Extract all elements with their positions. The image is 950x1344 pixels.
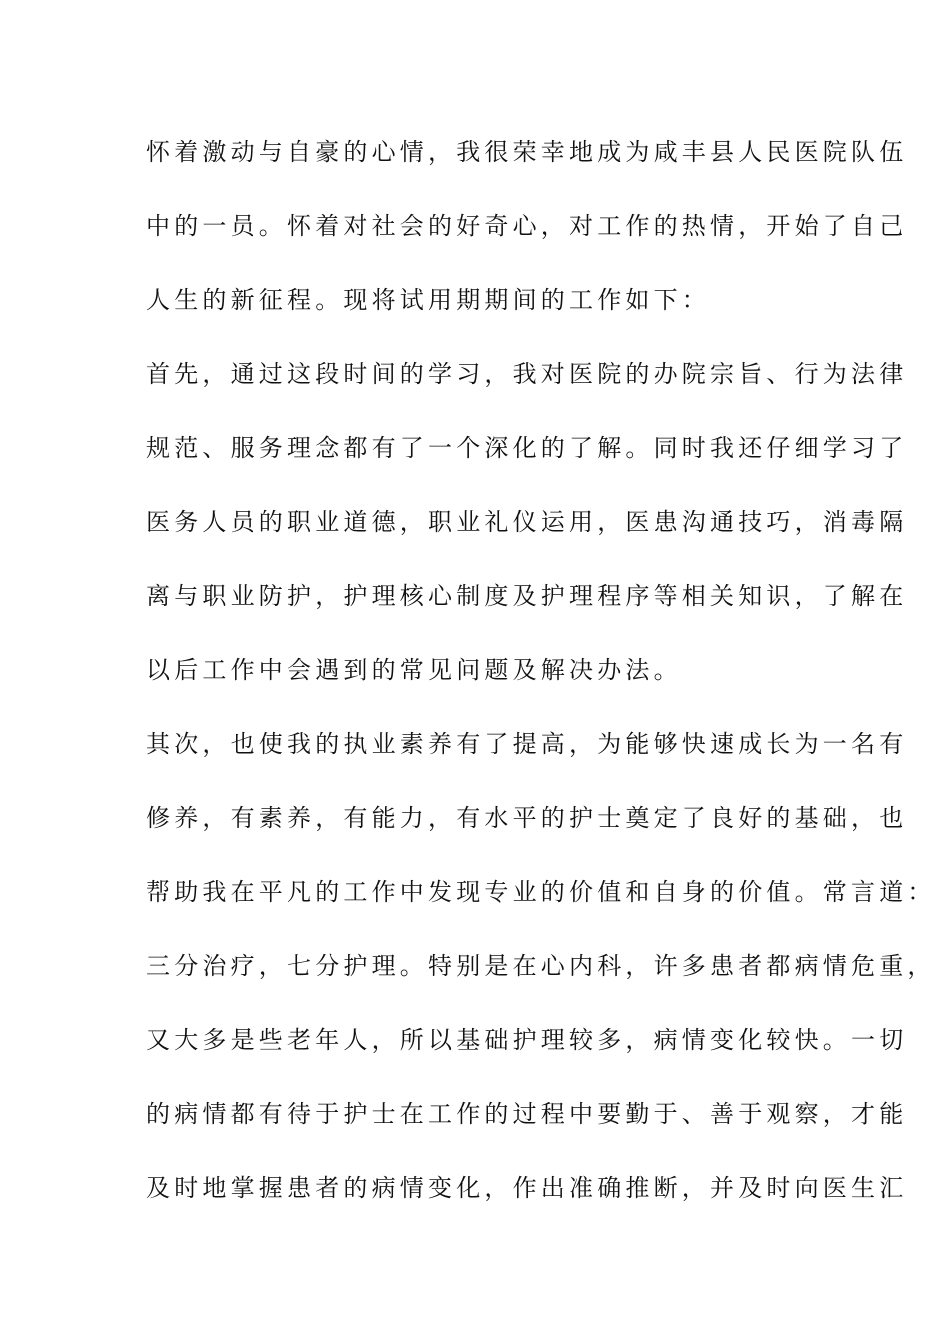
text-line: 人生的新征程。现将试用期期间的工作如下： — [146, 286, 710, 314]
text-line: 帮助我在平凡的工作中发现专业的价值和自身的价值。常言道： — [146, 878, 936, 906]
text-line: 中的一员。怀着对社会的好奇心，对工作的热情，开始了自己 — [146, 212, 908, 240]
text-line: 其次，也使我的执业素养有了提高，为能够快速成长为一名有 — [146, 730, 908, 758]
text-line: 怀着激动与自豪的心情，我很荣幸地成为咸丰县人民医院队伍 — [146, 138, 908, 166]
text-line: 修养，有素养，有能力，有水平的护士奠定了良好的基础，也 — [146, 804, 908, 832]
text-line: 及时地掌握患者的病情变化，作出准确推断，并及时向医生汇 — [146, 1174, 908, 1202]
text-line: 三分治疗，七分护理。特别是在心内科，许多患者都病情危重， — [146, 952, 936, 980]
text-line: 以后工作中会遇到的常见问题及解决办法。 — [146, 656, 682, 684]
text-line: 规范、服务理念都有了一个深化的了解。同时我还仔细学习了 — [146, 434, 908, 462]
text-line: 又大多是些老年人，所以基础护理较多，病情变化较快。一切 — [146, 1026, 908, 1054]
text-line: 的病情都有待于护士在工作的过程中要勤于、善于观察，才能 — [146, 1100, 908, 1128]
text-line: 离与职业防护，护理核心制度及护理程序等相关知识，了解在 — [146, 582, 908, 610]
text-line: 首先，通过这段时间的学习，我对医院的办院宗旨、行为法律 — [146, 360, 908, 388]
text-line: 医务人员的职业道德，职业礼仪运用，医患沟通技巧，消毒隔 — [146, 508, 908, 536]
